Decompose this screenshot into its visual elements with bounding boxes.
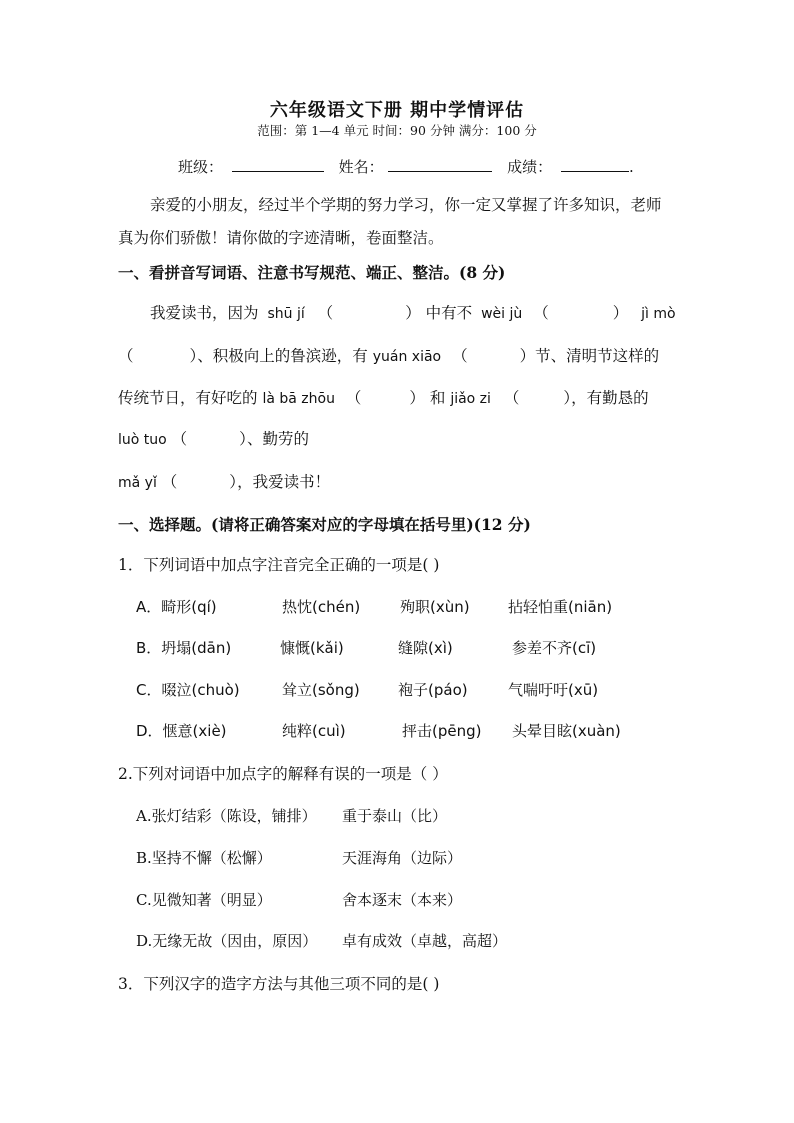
q2-option-b-word2: 天涯海角（边际）	[342, 849, 463, 867]
pinyin-line-5: mǎ yǐ （ ），我爱读书！	[118, 473, 331, 491]
pinyin-weiju: wèi jù	[481, 306, 523, 322]
pinyin-shuji: shū jí	[267, 306, 305, 322]
q1-option-a-word3: 殉职(xùn)	[400, 598, 470, 616]
intro-line-2: 真为你们骄傲！请你做的字迹清晰，卷面整洁。	[118, 229, 444, 247]
q1-option-b-word4: 参差不齐(cī)	[512, 639, 597, 657]
pinyin-yuanxiao: yuán xiāo	[372, 349, 442, 365]
q1-option-d-word4: 头晕目眩(xuàn)	[512, 722, 621, 740]
q1-option-b[interactable]: B．坍塌(dān)	[136, 639, 232, 657]
q1-option-c[interactable]: C．啜泣(chuò)	[136, 681, 240, 699]
q2-option-d-word2: 卓有成效（卓越，高超）	[342, 932, 508, 950]
pinyin-jiaozi: jiǎo zi	[450, 391, 491, 407]
answer-blank[interactable]: （	[503, 389, 520, 407]
pinyin-labazhou: là bā zhōu	[262, 391, 335, 407]
q2-option-c-word2: 舍本逐末（本来）	[342, 891, 463, 909]
pinyin-jimo: jì mò	[641, 306, 676, 322]
name-label: 姓名：	[338, 158, 384, 176]
q1-option-c-word4: 气喘吁吁(xū)	[508, 681, 599, 699]
page-title: 六年级语文下册 期中学情评估	[269, 100, 525, 121]
q2-option-a[interactable]: A.张灯结彩（陈设，铺排）	[136, 807, 317, 825]
answer-blank[interactable]: （	[118, 347, 134, 365]
class-label: 班级：	[178, 158, 224, 176]
exam-scope-line: 范围：第 1—4 单元 时间：90 分钟 满分：100 分	[257, 123, 537, 138]
pinyin-line-1: 我爱读书，因为 shū jí （ ） 中有不 wèi jù （ ） jì mò	[150, 301, 676, 323]
q1-option-a-word2: 热忱(chén)	[282, 598, 361, 616]
answer-blank[interactable]: （	[317, 304, 334, 322]
question-1-stem: 1．下列词语中加点字注音完全正确的一项是( )	[118, 556, 440, 574]
q2-option-c[interactable]: C.见微知著（明显）	[136, 891, 272, 909]
q2-option-b[interactable]: B.坚持不懈（松懈）	[136, 849, 272, 867]
q2-option-d[interactable]: D.无缘无故（因由，原因）	[136, 932, 318, 950]
answer-blank[interactable]: （	[533, 304, 549, 322]
answer-blank[interactable]: （	[345, 389, 362, 407]
answer-blank[interactable]: （	[452, 347, 468, 365]
pinyin-mayi: mǎ yǐ	[118, 475, 157, 491]
answer-blank[interactable]: （	[161, 473, 178, 491]
q1-option-a[interactable]: A．畸形(qí)	[136, 598, 217, 616]
q1-option-a-word4: 拈轻怕重(niān)	[508, 598, 613, 616]
q1-option-d-word2: 纯粹(cuì)	[282, 722, 346, 740]
pinyin-line-2: （ ）、积极向上的鲁滨逊，有 yuán xiāo （ ）节、清明节这样的	[118, 347, 660, 365]
question-2-stem: 2.下列对词语中加点字的解释有误的一项是（ ）	[118, 765, 448, 783]
section1-heading: 一、看拼音写词语、注意书写规范、端正、整洁。(8 分)	[118, 263, 506, 282]
pinyin-line-4: luò tuo （ ）、勤劳的	[118, 430, 309, 448]
q1-option-b-word2: 慷慨(kǎi)	[280, 639, 344, 657]
pinyin-line-3: 传统节日，有好吃的 là bā zhōu （ ） 和 jiǎo zi （ ），有勤恳的	[118, 389, 649, 407]
score-blank[interactable]	[561, 157, 629, 172]
question-3-stem: 3．下列汉字的造字方法与其他三项不同的是( )	[118, 975, 440, 993]
q1-option-d-word3: 抨击(pēng)	[402, 722, 482, 740]
answer-blank[interactable]: （	[171, 430, 188, 448]
score-label: 成绩：	[507, 158, 553, 176]
section2-heading: 一、选择题。(请将正确答案对应的字母填在括号里)(12 分)	[118, 515, 531, 534]
class-blank[interactable]	[232, 157, 324, 172]
intro-line-1: 亲爱的小朋友，经过半个学期的努力学习，你一定又掌握了许多知识，老师	[150, 196, 662, 214]
q1-option-b-word3: 缝隙(xì)	[398, 639, 453, 657]
q1-option-d[interactable]: D．惬意(xiè)	[136, 722, 227, 740]
student-info-line: 班级： 姓名： 成绩： .	[178, 158, 634, 176]
name-blank[interactable]	[388, 157, 492, 172]
pinyin-luotuo: luò tuo	[118, 432, 167, 448]
q1-option-c-word3: 袍子(páo)	[398, 681, 468, 699]
q2-option-a-word2: 重于泰山（比）	[342, 807, 448, 825]
q1-option-c-word2: 耸立(sǒng)	[282, 681, 360, 699]
